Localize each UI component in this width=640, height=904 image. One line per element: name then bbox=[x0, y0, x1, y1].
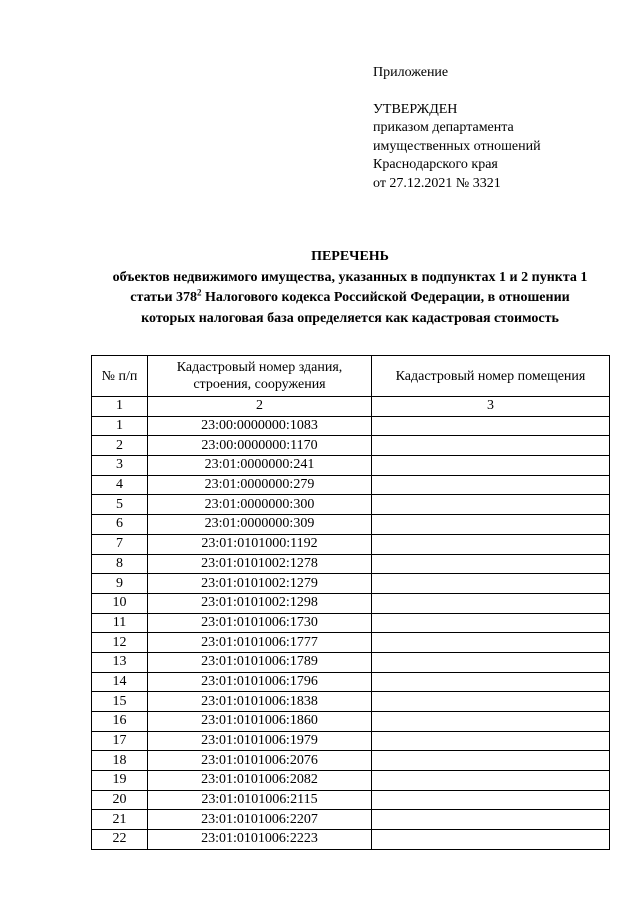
row-number: 2 bbox=[92, 436, 148, 456]
row-number: 14 bbox=[92, 672, 148, 692]
table-row bbox=[92, 456, 610, 476]
room-cadastral-number bbox=[372, 436, 610, 456]
table-row bbox=[92, 712, 610, 732]
building-cadastral-number: 23:01:0101006:2082 bbox=[148, 771, 372, 791]
room-cadastral-number bbox=[372, 810, 610, 830]
table-row bbox=[92, 790, 610, 810]
header-building: Кадастровый номер здания, строения, сооружения bbox=[148, 356, 372, 397]
table-row bbox=[92, 515, 610, 535]
building-cadastral-number: 23:01:0101002:1298 bbox=[148, 593, 372, 613]
room-cadastral-number bbox=[372, 613, 610, 633]
building-cadastral-number: 23:01:0000000:300 bbox=[148, 495, 372, 515]
row-number: 4 bbox=[92, 475, 148, 495]
header-number: № п/п bbox=[92, 356, 148, 397]
building-cadastral-number: 23:00:0000000:1083 bbox=[148, 416, 372, 436]
building-cadastral-number: 23:01:0101006:2115 bbox=[148, 790, 372, 810]
heading-line-2-post: Налогового кодекса Российской Федерации, в отношении bbox=[201, 290, 570, 305]
table-row bbox=[92, 436, 610, 456]
table-row bbox=[92, 652, 610, 672]
row-number: 10 bbox=[92, 593, 148, 613]
building-cadastral-number: 23:01:0000000:241 bbox=[148, 456, 372, 476]
row-number: 6 bbox=[92, 515, 148, 535]
building-cadastral-number: 23:01:0101006:1789 bbox=[148, 652, 372, 672]
room-cadastral-number bbox=[372, 712, 610, 732]
building-cadastral-number: 23:01:0101006:2207 bbox=[148, 810, 372, 830]
room-cadastral-number bbox=[372, 830, 610, 850]
room-cadastral-number bbox=[372, 633, 610, 653]
row-number: 9 bbox=[92, 574, 148, 594]
row-number: 20 bbox=[92, 790, 148, 810]
row-number: 13 bbox=[92, 652, 148, 672]
property-table bbox=[91, 355, 610, 850]
row-number: 21 bbox=[92, 810, 148, 830]
building-cadastral-number: 23:01:0101006:1730 bbox=[148, 613, 372, 633]
building-cadastral-number: 23:01:0101002:1279 bbox=[148, 574, 372, 594]
table-row bbox=[92, 692, 610, 712]
row-number: 7 bbox=[92, 534, 148, 554]
row-number: 19 bbox=[92, 771, 148, 791]
building-cadastral-number: 23:01:0101006:1796 bbox=[148, 672, 372, 692]
table-row bbox=[92, 633, 610, 653]
building-cadastral-number: 23:01:0101006:1777 bbox=[148, 633, 372, 653]
column-number-3: 3 bbox=[372, 397, 610, 417]
building-cadastral-number: 23:01:0000000:279 bbox=[148, 475, 372, 495]
row-number: 15 bbox=[92, 692, 148, 712]
order-line-3: Краснодарского края bbox=[373, 157, 498, 172]
heading-line-2 bbox=[60, 288, 640, 309]
table-header-row bbox=[92, 356, 610, 397]
room-cadastral-number bbox=[372, 495, 610, 515]
table-row bbox=[92, 672, 610, 692]
room-cadastral-number bbox=[372, 456, 610, 476]
heading-line-2-pre: статьи 378 bbox=[130, 290, 198, 305]
row-number: 8 bbox=[92, 554, 148, 574]
table-row bbox=[92, 554, 610, 574]
heading-superscript: 2 bbox=[197, 287, 202, 298]
room-cadastral-number bbox=[372, 574, 610, 594]
building-cadastral-number: 23:01:0101006:2223 bbox=[148, 830, 372, 850]
row-number: 3 bbox=[92, 456, 148, 476]
room-cadastral-number bbox=[372, 751, 610, 771]
row-number: 17 bbox=[92, 731, 148, 751]
building-cadastral-number: 23:01:0101006:1979 bbox=[148, 731, 372, 751]
room-cadastral-number bbox=[372, 731, 610, 751]
building-cadastral-number: 23:01:0101006:1838 bbox=[148, 692, 372, 712]
approved-label: УТВЕРЖДЕН bbox=[373, 101, 458, 117]
column-numbers-row bbox=[92, 397, 610, 417]
row-number: 12 bbox=[92, 633, 148, 653]
room-cadastral-number bbox=[372, 475, 610, 495]
room-cadastral-number bbox=[372, 554, 610, 574]
document-title: ПЕРЕЧЕНЬ bbox=[311, 249, 389, 264]
row-number: 16 bbox=[92, 712, 148, 732]
table-row bbox=[92, 475, 610, 495]
building-cadastral-number: 23:01:0101006:1860 bbox=[148, 712, 372, 732]
table-row bbox=[92, 593, 610, 613]
table-row bbox=[92, 771, 610, 791]
header-room: Кадастровый номер помещения bbox=[372, 356, 610, 397]
room-cadastral-number bbox=[372, 771, 610, 791]
room-cadastral-number bbox=[372, 515, 610, 535]
row-number: 18 bbox=[92, 751, 148, 771]
room-cadastral-number bbox=[372, 416, 610, 436]
building-cadastral-number: 23:00:0000000:1170 bbox=[148, 436, 372, 456]
building-cadastral-number: 23:01:0101006:2076 bbox=[148, 751, 372, 771]
heading-line-1: объектов недвижимого имущества, указанных в подпунктах 1 и 2 пункта 1 bbox=[112, 269, 588, 285]
room-cadastral-number bbox=[372, 534, 610, 554]
order-date: от 27.12.2021 № 3321 bbox=[373, 175, 501, 191]
room-cadastral-number bbox=[372, 790, 610, 810]
table-row bbox=[92, 731, 610, 751]
row-number: 11 bbox=[92, 613, 148, 633]
table-row bbox=[92, 810, 610, 830]
table-row bbox=[92, 495, 610, 515]
order-line-2: имущественных отношений bbox=[373, 138, 541, 154]
column-number-1: 1 bbox=[92, 397, 148, 417]
order-line-1: приказом департамента bbox=[373, 120, 514, 135]
row-number: 22 bbox=[92, 830, 148, 850]
approval-block bbox=[373, 64, 541, 193]
table-row bbox=[92, 416, 610, 436]
table-row bbox=[92, 751, 610, 771]
building-cadastral-number: 23:01:0101000:1192 bbox=[148, 534, 372, 554]
table-row bbox=[92, 613, 610, 633]
row-number: 5 bbox=[92, 495, 148, 515]
building-cadastral-number: 23:01:0000000:309 bbox=[148, 515, 372, 535]
room-cadastral-number bbox=[372, 652, 610, 672]
room-cadastral-number bbox=[372, 593, 610, 613]
heading-line-3: которых налоговая база определяется как кадастровая стоимость bbox=[141, 310, 559, 326]
table-row bbox=[92, 574, 610, 594]
document-heading bbox=[60, 247, 640, 329]
row-number: 1 bbox=[92, 416, 148, 436]
appendix-label: Приложение bbox=[373, 65, 449, 80]
table-row bbox=[92, 534, 610, 554]
building-cadastral-number: 23:01:0101002:1278 bbox=[148, 554, 372, 574]
room-cadastral-number bbox=[372, 692, 610, 712]
table-row bbox=[92, 830, 610, 850]
room-cadastral-number bbox=[372, 672, 610, 692]
column-number-2: 2 bbox=[148, 397, 372, 417]
